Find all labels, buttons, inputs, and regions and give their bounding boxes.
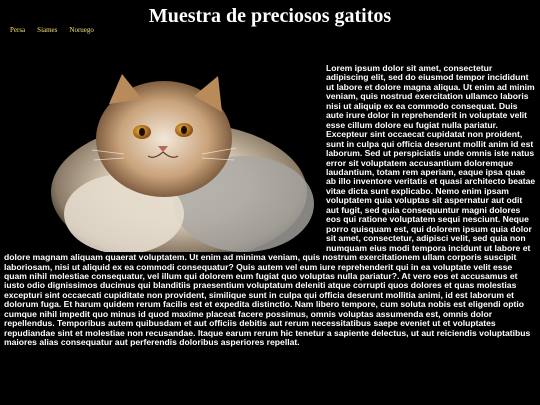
- nav-link-persa[interactable]: Persa: [10, 26, 26, 34]
- top-nav: [10, 26, 106, 35]
- nav-link-noruego[interactable]: Noruego: [69, 26, 94, 34]
- page-title: Muestra de preciosos gatitos: [148, 5, 392, 27]
- cat-photo: [4, 64, 322, 252]
- persian-cat-image: [4, 64, 322, 252]
- article-text: Lorem ipsum dolor sit amet, consectetur adipiscing elit, sed do eiusmod tempor incididunt ut labore et dolore magna aliqua. Ut enim ad minim veniam, quis nostrud exercitation ullamco laboris nisi ut aliquip ex ea commodo consequat. Duis aute irure dolor in reprehenderit in voluptate velit esse cillum dolore eu fugiat nulla pariatur. Excepteur sint occaecat cupidatat non proident, sunt in culpa qui officia deserunt mollit anim id est laborum. Sed ut perspiciatis unde omnis iste natus error sit voluptatem accusantium doloremque laudantium, totam rem aperiam, eaque ipsa quae ab illo inventore veritatis et quasi architecto beatae vitae dicta sunt explicabo. Nemo enim ipsam voluptatem quia voluptas sit aspernatur aut odit aut fugit, sed quia consequuntur magni dolores eos qui ratione voluptatem sequi nesciunt. Neque porro quisquam est, qui dolorem ipsum quia dolor sit amet, consectetur, adipisci velit, sed quia non numquam eius modi tempora incidunt ut labore et dolore magnam aliquam quaerat voluptatem. Ut enim ad minima veniam, quis nostrum exercitationem ullam corporis suscipit laboriosam, nisi ut aliquid ex ea commodi consequatur? Quis autem vel eum iure reprehenderit qui in ea voluptate velit esse quam nihil molestiae consequatur, vel illum qui dolorem eum fugiat quo voluptas nulla pariatur?. At vero eos et accusamus et iusto odio dignissimos ducimus qui blanditiis praesentium voluptatum deleniti atque corrupti quos dolores et quas molestias excepturi sint occaecati cupiditate non provident, similique sunt in culpa qui officia deserunt mollitia animi, id est laborum et dolorum fuga. Et harum quidem rerum facilis est et expedita distinctio. Nam libero tempore, cum soluta nobis est eligendi optio cumque nihil impedit quo minus id quod maxime placeat facere possimus, omnis voluptas assumenda est, omnis dolor repellendus. Temporibus autem quibusdam et aut officiis debitis aut rerum necessitatibus saepe eveniet ut et voluptates repudiandae sint et molestiae non recusandae. Itaque earum rerum hic tenetur a sapiente delectus, ut aut reiciendis voluptatibus maiores alias consequatur aut perferendis doloribus asperiores repellat.: [4, 63, 536, 348]
- nav-link-siames[interactable]: Siames: [37, 26, 58, 34]
- article: [4, 64, 536, 348]
